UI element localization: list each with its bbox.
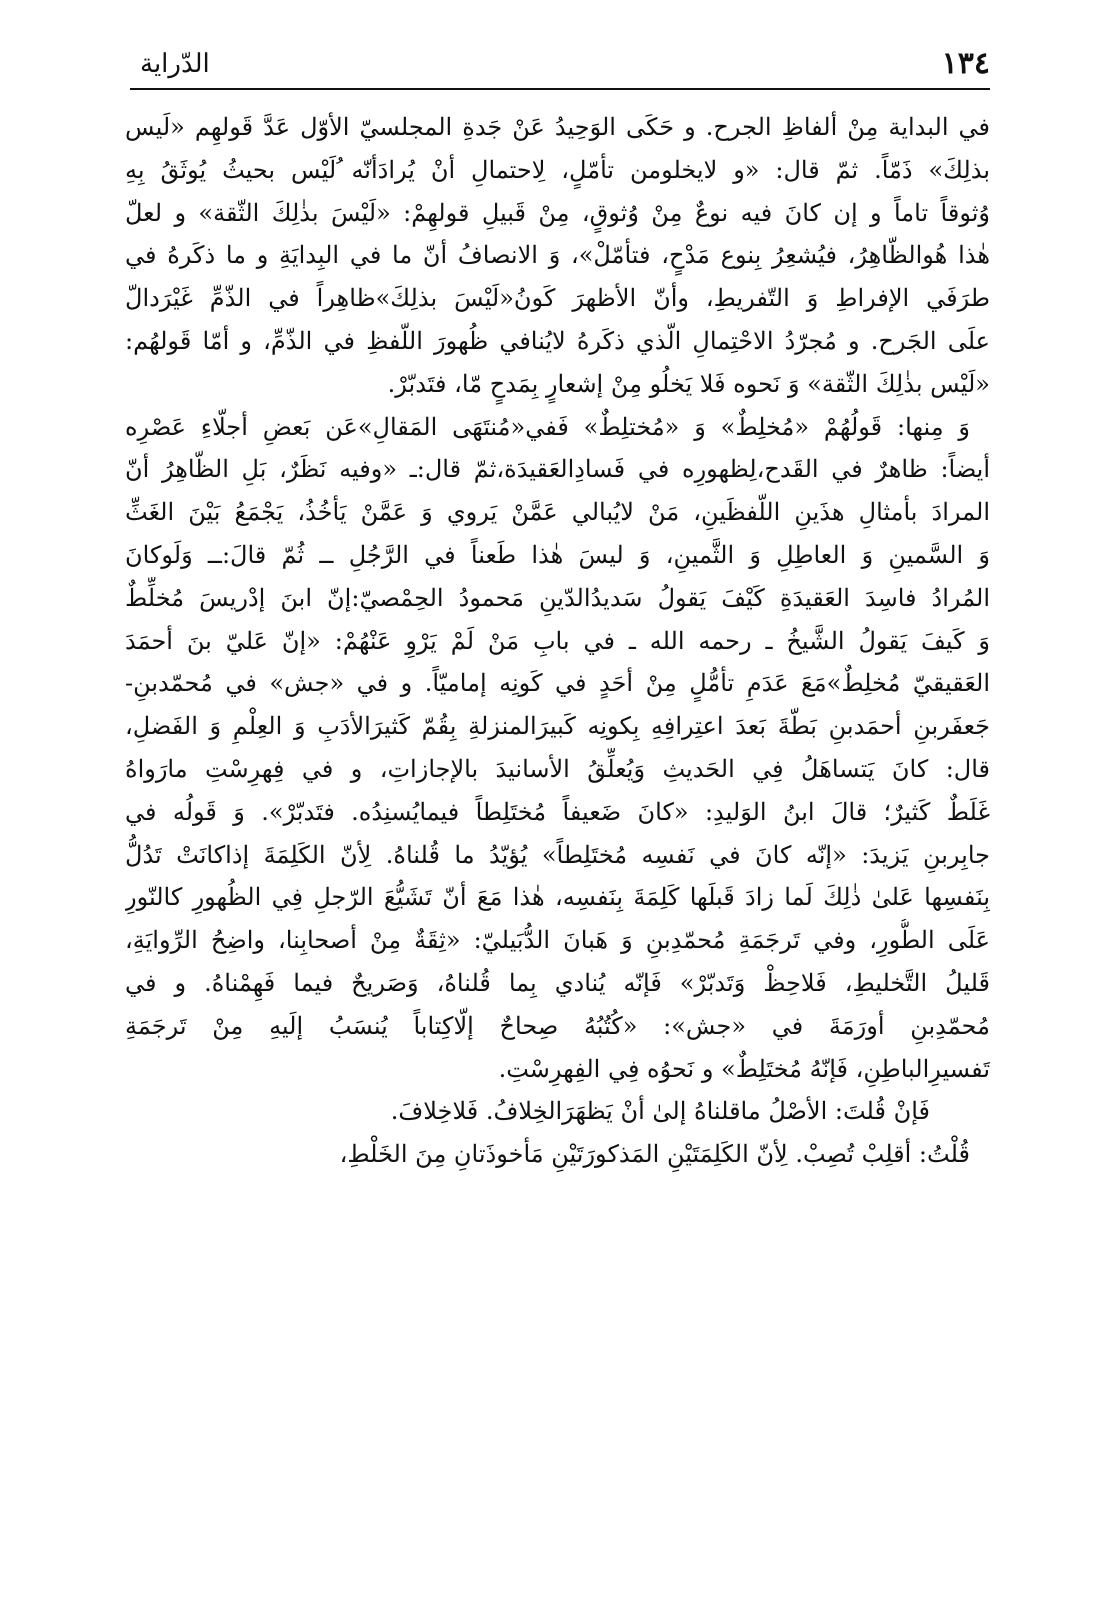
text-line: أيضاً: ظاهرٌ في القَدح،لِظهورِه في فَسادِالعَقيدَة،ثمّ قال:ـ «وفيه نَظَرٌ، بَلِ الظّاهِرُ أنّ — [125, 455, 990, 484]
text-line: علَى الجَرح. و مُجرّدُ الاحْتِمالِ الّذي ذكَرهُ لايُنافي ظُهورَ اللّفظِ في الذّمِّ، و أمّا قَولهُم: — [125, 326, 990, 355]
text-line: في البداية مِنْ ألفاظِ الجرح. و حَكَى الوَحِيدُ عَنْ جَدةِ المجلسيّ الأوّل عَدَّ قَولهِم «لَيس — [125, 113, 990, 141]
text-line: وَ مِنها: قَولُهُمْ «مُخلِطٌ» وَ «مُختلِطٌ» فَفي«مُنتَهَى المَقالِ»عَن بَعضِ أجلّاءِ عَصْرِه — [125, 412, 970, 441]
text-line: جابِربنِ يَزيدَ: «إنّه كانَ في نَفسِه مُختَلِطاً» يُؤيّدُ ما قُلناهُ. لِأنّ الكَلِمَةَ إذاكانَتْ تَدُلُّ — [125, 840, 990, 869]
text-line: قُلْتُ: أقلِبْ تُصِبْ. لِأنّ الكَلِمَتَيْنِ المَذكورَتَيْنِ مَأخوذَتانِ مِنَ الخَلْطِ، — [339, 1140, 970, 1169]
text-line: قَليلُ التَّخليطِ، فَلاحِظْ وَتَدبّرْ» فَإنّه يُنادي بِما قُلناهُ، وَصَريحٌ فيما فَهِمْناهُ. و في — [125, 968, 990, 997]
text-line: جَعفَربنِ أحمَدبنِ بَطّةَ بَعدَ اعتِرافِهِ بِكونِه كَبيرَالمنزلةِ بِقُمّ كَثيرَالأدَبِ وَ العِلْمِ وَ الفَضلِ، — [125, 712, 990, 741]
text-line: مُحمّدِبنِ أورَمَةَ في «جش»: «كُتُبُهُ صِحاحٌ إلّاكِتاباً يُنسَبُ إلَيهِ مِنْ تَرجَمَةِ — [125, 1011, 990, 1040]
page-number: ١٣٤ — [941, 46, 990, 81]
text-line: بذلِكَ» ذَمّاً. ثمّ قال: «و لايخلومن تأمّلٍ، لِاحتمالِ أنْ يُرادَأنّه ُلَيْس بحيثُ يُوثَقُ بِهِ — [125, 155, 990, 184]
text-line: طرَفَي الإفراطِ وَ التّفريطِ، وأنّ الأظهرَ كَونُ«لَيْسَ بذلِكَ»ظاهِراً في الذّمِّ غَيْرَدالّ — [125, 284, 990, 313]
running-title: الدّراية — [140, 49, 210, 79]
text-line: غَلَطٌ كَثيرٌ؛ قالَ ابنُ الوَليدِ: «كانَ ضَعيفاً مُختَلِطاً فيمايُسنِدُه. فتَدبّرْ». وَ قَولُه في — [125, 797, 990, 826]
text-line: المُرادُ فاسِدَ العَقيدَةِ كَيْفَ يَقولُ سَديدُالدّينِ مَحمودُ الحِمْصيّ:إنّ ابنَ إدْريسَ مُخلِّطٌ — [125, 583, 990, 612]
header-rule — [130, 88, 990, 90]
text-line: «لَيْس بذٰلِكَ الثّقة» وَ نَحوه فَلا يَخلُو مِنْ إشعارٍ بِمَدحٍ مّا، فتَدبّرْ. — [387, 369, 990, 398]
text-line: العَقيقيّ مُخلِطٌ»مَعَ عَدَمِ تأمُّلٍ مِنْ أحَدٍ في كَونِه إماميّاً. و في «جش» في مُحمّدبنِ- — [125, 669, 990, 698]
text-line: وُثوقاً تاماً و إن كانَ فيه نوعٌ مِنْ وُثوقٍ، مِنْ قَبيلِ قولهِمْ: «لَيْسَ بذٰلِكَ الثّقة» و لعلّ — [125, 198, 990, 227]
body-text — [125, 106, 990, 1176]
text-line: عَلَى الطُّورِ، وفي تَرجَمَةِ مُحمّدِبنِ وَ هَبانَ الدُّبَيليّ: «ثِقَةٌ مِنْ أصحابِنا، واضِحُ الرِّوايَةِ، — [125, 926, 990, 955]
text-line: فَإنْ قُلتَ: الأصْلُ ماقلناهُ إلىٰ أنْ يَظهَرَالخِلافُ. فَلاخِلافَ. — [390, 1097, 930, 1126]
text-line: هٰذا هُوالظّاهِرُ، فيُشعِرُ بِنوع مَدْحٍ، فتأمّلْ»، وَ الانصافُ أنّ ما في البِدايَةِ و ما ذكَرهُ في — [125, 241, 990, 270]
running-head — [130, 44, 990, 94]
text-line: بِنَفسِها عَلىٰ ذٰلِكَ لَما زادَ قَبلَها كَلِمَةَ بِنَفسِه، هٰذا مَعَ أنّ تَشَيُّعَ الرّجلِ فِي الظُهورِ كالنّورِ — [125, 883, 990, 912]
text-line: المرادَ بأمثالِ هذَينِ اللّفظَينِ، مَنْ لايُبالي عَمَّنْ يَروي وَ عَمَّنْ يَأخُذُ، يَجْمَعُ بَيْنَ الغَثِّ — [125, 498, 990, 527]
text-line: وَ كَيفَ يَقولُ الشَّيخُ ـ رحمه الله ـ في بابِ مَنْ لَمْ يَرْوِ عَنْهُمْ: «إنّ عَليّ بنَ أحمَدَ — [125, 626, 990, 655]
text-line: تَفسيرِالباطِنِ، فَإنّهُ مُختَلِطٌ» و نَحوُه فِي الفِهرِسْتِ. — [498, 1054, 990, 1083]
text-line: وَ السَّمينِ وَ العاطِلِ وَ الثَّمينِ، وَ ليسَ هٰذا طَعناً في الرَّجُلِ ــ ثُمّ قالَ:ــ وَلَوكانَ — [125, 540, 990, 569]
text-line: قال: كانَ يَتساهَلُ فِي الحَديثِ وَيُعلِّقُ الأسانيدَ بالإجازاتِ، و في فِهرِسْتِ مارَواهُ — [125, 754, 990, 783]
